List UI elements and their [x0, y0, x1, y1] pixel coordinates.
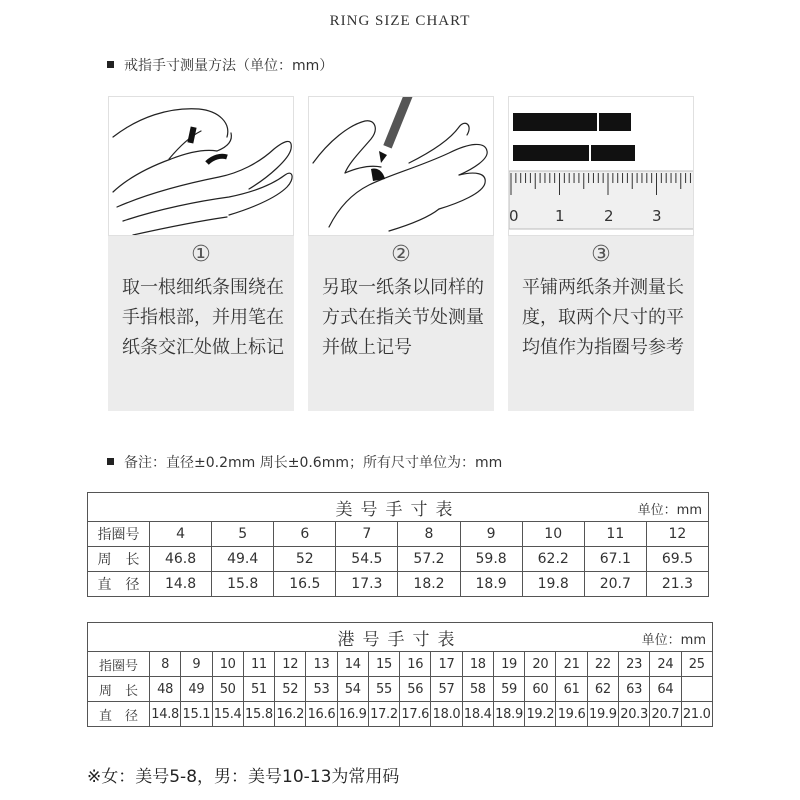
step-2-illustration — [308, 96, 494, 236]
table-cell: 10 — [522, 522, 584, 547]
table-cell: 20.7 — [650, 702, 681, 727]
table-cell: 67.1 — [584, 547, 646, 572]
table-cell: 48 — [150, 677, 181, 702]
table-cell: 16.9 — [337, 702, 368, 727]
hk-diameter-row — [88, 702, 713, 727]
table-cell: 16.2 — [275, 702, 306, 727]
table-cell: 19 — [493, 652, 524, 677]
table-cell: 18.0 — [431, 702, 462, 727]
table-cell: 52 — [275, 677, 306, 702]
row-header: 直 径 — [88, 702, 150, 727]
row-header: 周 长 — [88, 677, 150, 702]
footnote: ※女：美号5-8，男：美号10-13为常用码 — [87, 767, 400, 787]
step-card-1 — [108, 96, 294, 411]
table-cell: 20.3 — [618, 702, 649, 727]
table-cell: 58 — [462, 677, 493, 702]
table-cell: 18.9 — [493, 702, 524, 727]
table-cell: 51 — [243, 677, 274, 702]
table-cell: 18.2 — [398, 572, 460, 597]
table-cell: 14.8 — [150, 572, 212, 597]
row-header: 周 长 — [88, 547, 150, 572]
ruler-number: 1 — [555, 207, 565, 225]
step-1-illustration — [108, 96, 294, 236]
table-cell: 21 — [556, 652, 587, 677]
us-size-row — [88, 522, 709, 547]
table-cell: 15.8 — [212, 572, 274, 597]
table-cell: 16 — [400, 652, 431, 677]
bullet-square — [107, 61, 114, 68]
step-number: ③ — [591, 242, 611, 267]
table-cell: 17.2 — [368, 702, 399, 727]
table-cell: 18.9 — [460, 572, 522, 597]
table-cell: 20.7 — [584, 572, 646, 597]
step-number: ② — [391, 242, 411, 267]
page-title: RING SIZE CHART — [329, 13, 471, 29]
table-cell: 23 — [618, 652, 649, 677]
table-cell: 61 — [556, 677, 587, 702]
table-cell: 21.3 — [646, 572, 708, 597]
step-number: ① — [191, 242, 211, 267]
table-cell: 17.6 — [400, 702, 431, 727]
us-table-caption — [88, 493, 709, 522]
us-table-unit: 单位：mm — [637, 503, 702, 518]
table-cell: 12 — [646, 522, 708, 547]
table-cell: 64 — [650, 677, 681, 702]
table-cell: 21.0 — [681, 702, 712, 727]
table-cell: 11 — [584, 522, 646, 547]
table-cell: 6 — [274, 522, 336, 547]
method-heading — [107, 55, 333, 75]
table-cell: 52 — [274, 547, 336, 572]
table-cell: 19.9 — [587, 702, 618, 727]
table-cell: 63 — [618, 677, 649, 702]
table-cell: 60 — [525, 677, 556, 702]
table-cell: 62 — [587, 677, 618, 702]
ruler-number: 2 — [604, 207, 614, 225]
table-cell: 49 — [181, 677, 212, 702]
table-cell: 5 — [212, 522, 274, 547]
table-cell: 18 — [462, 652, 493, 677]
table-cell: 46.8 — [150, 547, 212, 572]
step-description: 另取一纸条以同样的方式在指关节处测量并做上记号 — [322, 277, 484, 358]
table-cell: 15.4 — [212, 702, 243, 727]
step-card-2 — [308, 96, 494, 411]
us-size-table — [87, 492, 709, 597]
table-cell: 57.2 — [398, 547, 460, 572]
note-text: 备注：直径±0.2mm 周长±0.6mm；所有尺寸单位为：mm — [124, 455, 503, 471]
table-cell: 19.2 — [525, 702, 556, 727]
table-cell: 13 — [306, 652, 337, 677]
table-cell: 8 — [150, 652, 181, 677]
table-cell: 15.8 — [243, 702, 274, 727]
table-cell: 10 — [212, 652, 243, 677]
hk-circumference-row — [88, 677, 713, 702]
table-cell: 22 — [587, 652, 618, 677]
table-cell: 55 — [368, 677, 399, 702]
ruler-number: 3 — [652, 207, 662, 225]
us-diameter-row — [88, 572, 709, 597]
table-cell: 25 — [681, 652, 712, 677]
row-header: 指圈号 — [88, 652, 150, 677]
table-cell: 17.3 — [336, 572, 398, 597]
table-cell: 19.8 — [522, 572, 584, 597]
step-3-illustration — [508, 96, 694, 236]
table-cell: 9 — [181, 652, 212, 677]
step-description: 取一根细纸条围绕在手指根部，并用笔在纸条交汇处做上标记 — [122, 277, 284, 358]
table-cell: 11 — [243, 652, 274, 677]
hk-size-table — [87, 622, 713, 727]
table-cell: 14 — [337, 652, 368, 677]
table-cell: 62.2 — [522, 547, 584, 572]
bullet-square — [107, 458, 114, 465]
row-header: 指圈号 — [88, 522, 150, 547]
table-cell: 4 — [150, 522, 212, 547]
row-header: 直 径 — [88, 572, 150, 597]
us-table-title: 美号手寸表 — [335, 499, 461, 520]
table-cell: 19.6 — [556, 702, 587, 727]
hk-size-row — [88, 652, 713, 677]
table-cell: 17 — [431, 652, 462, 677]
table-cell: 59 — [493, 677, 524, 702]
table-cell — [681, 677, 712, 702]
ruler-number: 0 — [509, 207, 519, 225]
table-cell: 53 — [306, 677, 337, 702]
table-cell: 56 — [400, 677, 431, 702]
table-cell: 54.5 — [336, 547, 398, 572]
hk-table-unit: 单位：mm — [641, 633, 706, 648]
hk-table-caption — [88, 623, 713, 652]
table-cell: 15.1 — [181, 702, 212, 727]
table-cell: 7 — [336, 522, 398, 547]
table-cell: 54 — [337, 677, 368, 702]
table-cell: 20 — [525, 652, 556, 677]
table-cell: 24 — [650, 652, 681, 677]
table-cell: 16.5 — [274, 572, 336, 597]
table-cell: 12 — [275, 652, 306, 677]
hand-pencil-icon — [309, 97, 494, 236]
table-cell: 69.5 — [646, 547, 708, 572]
table-cell: 8 — [398, 522, 460, 547]
table-cell: 59.8 — [460, 547, 522, 572]
table-cell: 15 — [368, 652, 399, 677]
step-description: 平铺两纸条并测量长度，取两个尺寸的平均值作为指圈号参考 — [522, 277, 684, 358]
ruler-paper-strips-icon — [509, 97, 694, 236]
step-card-3 — [508, 96, 694, 411]
hk-table-title: 港号手寸表 — [337, 629, 463, 650]
us-circumference-row — [88, 547, 709, 572]
table-cell: 9 — [460, 522, 522, 547]
table-cell: 14.8 — [150, 702, 181, 727]
method-heading-text: 戒指手寸测量方法（单位：mm） — [124, 58, 334, 74]
note-heading — [107, 452, 502, 472]
hand-wrap-paper-icon — [109, 97, 294, 236]
table-cell: 57 — [431, 677, 462, 702]
table-cell: 16.6 — [306, 702, 337, 727]
table-cell: 50 — [212, 677, 243, 702]
table-cell: 49.4 — [212, 547, 274, 572]
table-cell: 18.4 — [462, 702, 493, 727]
